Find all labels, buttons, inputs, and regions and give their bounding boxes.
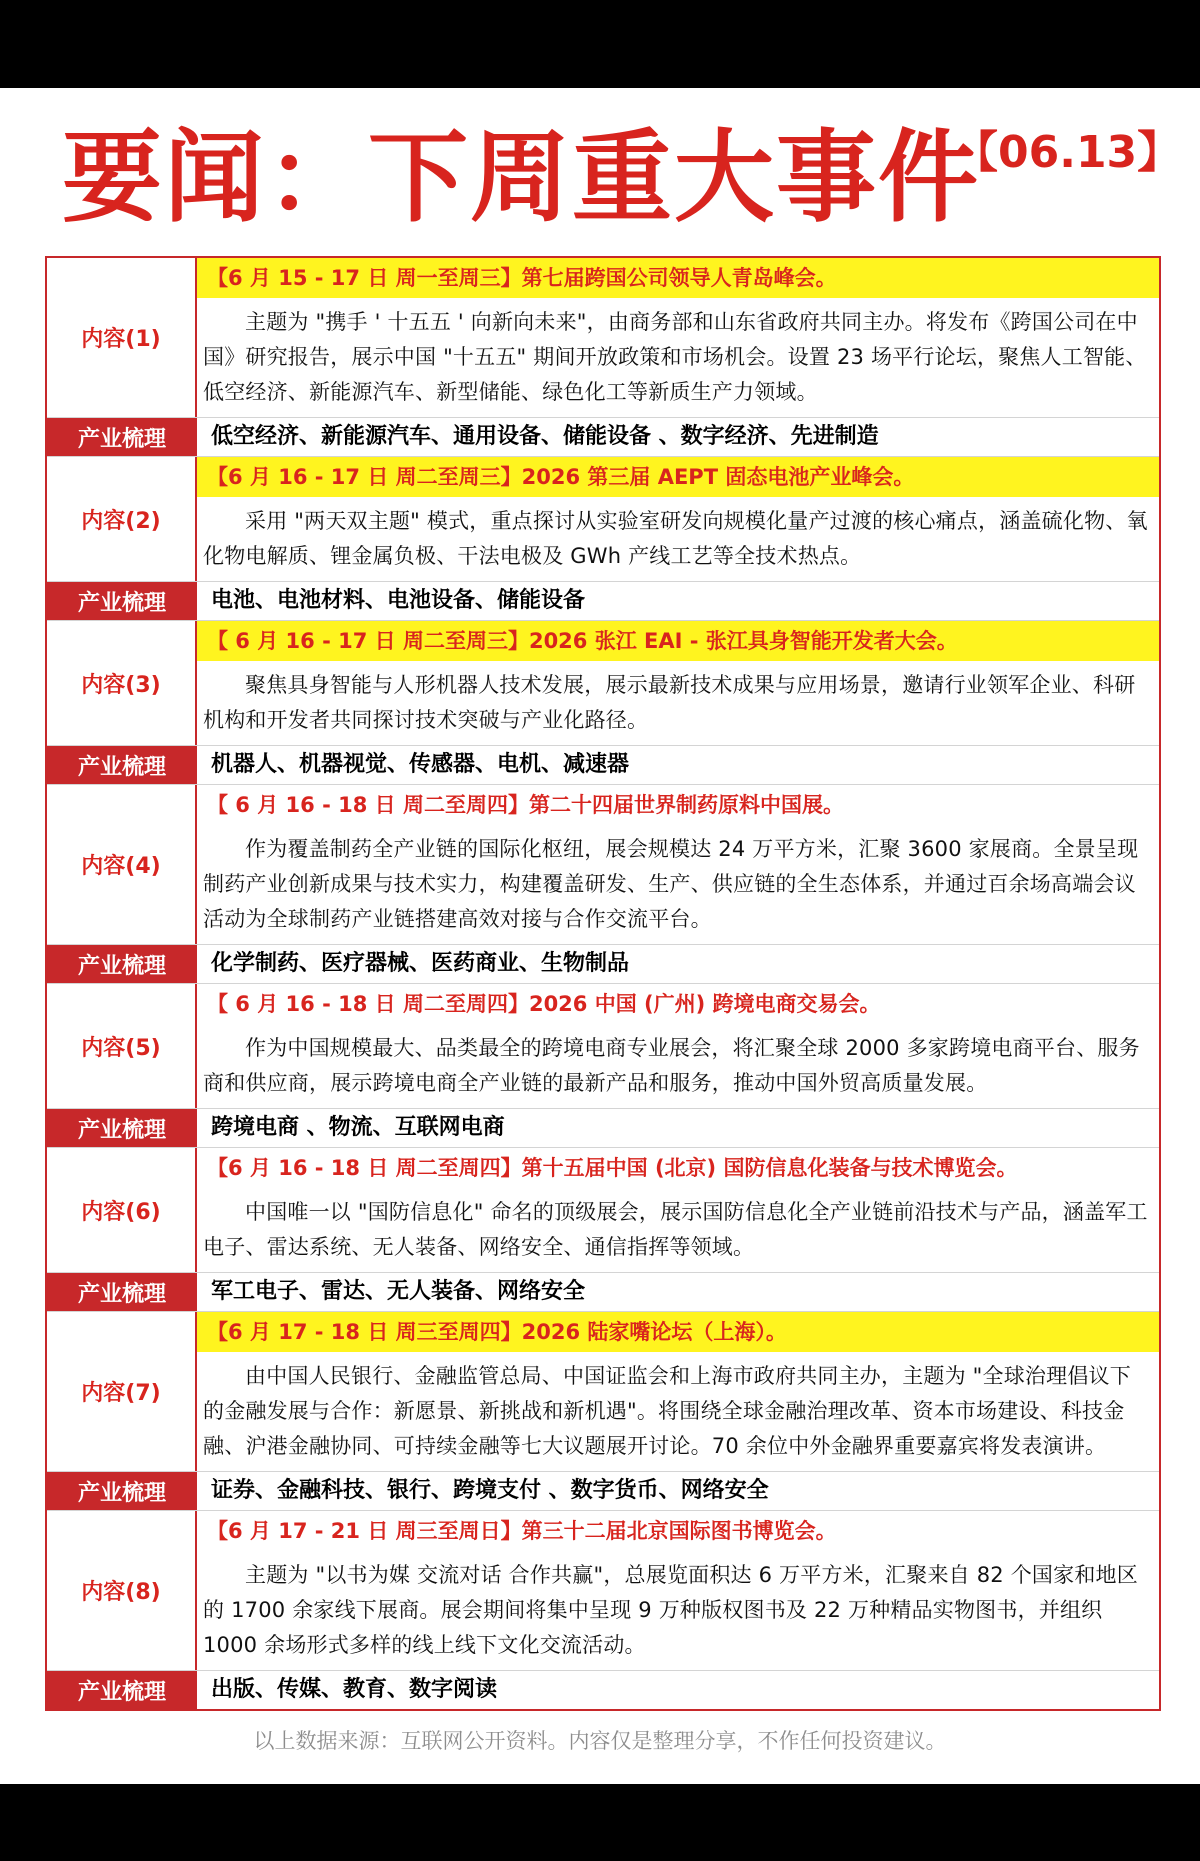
event-content xyxy=(197,1312,1159,1471)
event-label: 内容(3) xyxy=(47,621,197,745)
industry-row-8 xyxy=(47,1671,1159,1709)
event-content xyxy=(197,1148,1159,1272)
industry-row-6 xyxy=(47,1273,1159,1312)
industry-label: 产业梳理 xyxy=(47,746,197,784)
industry-label: 产业梳理 xyxy=(47,1472,197,1510)
industry-tags: 化学制药、医疗器械、医药商业、生物制品 xyxy=(211,951,630,976)
industry-row-1 xyxy=(47,418,1159,457)
event-label: 内容(8) xyxy=(47,1511,197,1670)
event-row-2 xyxy=(47,457,1159,582)
industry-tags: 跨境电商 、物流、互联网电商 xyxy=(211,1115,505,1140)
event-description: 由中国人民银行、金融监管总局、中国证监会和上海市政府共同主办，主题为 "全球治理倡议下的金融发展与合作：新愿景、新挑战和新机遇"。将围绕全球金融治理改革、资本市场建设、科技金融、沪港金融协同、可持续金融等七大议题展开讨论。70 余位中外金融界重要嘉宾将发表演讲。 xyxy=(203,1364,1131,1458)
page-title xyxy=(62,119,1182,236)
event-row-8 xyxy=(47,1511,1159,1671)
industry-tags: 军工电子、雷达、无人装备、网络安全 xyxy=(211,1279,586,1304)
bottom-black-bar xyxy=(0,1784,1200,1861)
event-headline: 【6 月 15 - 17 日 周一至周三】第七届跨国公司领导人青岛峰会。 xyxy=(197,258,1159,298)
industry-label: 产业梳理 xyxy=(47,945,197,983)
event-headline: 【 6 月 16 - 18 日 周二至周四】第二十四届世界制药原料中国展。 xyxy=(197,785,1159,825)
event-content xyxy=(197,457,1159,581)
event-content xyxy=(197,1511,1159,1670)
industry-row-4 xyxy=(47,945,1159,984)
event-headline: 【6 月 16 - 18 日 周二至周四】第十五届中国 (北京) 国防信息化装备与技术博览会。 xyxy=(197,1148,1159,1188)
industry-label: 产业梳理 xyxy=(47,418,197,456)
industry-tags: 机器人、机器视觉、传感器、电机、减速器 xyxy=(211,752,630,777)
event-headline: 【 6 月 16 - 17 日 周二至周三】2026 张江 EAI - 张江具身智能开发者大会。 xyxy=(197,621,1159,661)
event-description: 主题为 "以书为媒 交流对话 合作共赢"，总展览面积达 6 万平方米，汇聚来自 82 个国家和地区的 1700 余家线下展商。展会期间将集中呈现 9 万种版权图书及 22 万种精品实物图书，并组织 1000 余场形式多样的线上线下文化交流活动。 xyxy=(203,1563,1138,1657)
industry-tags: 出版、传媒、教育、数字阅读 xyxy=(211,1677,498,1702)
event-row-4 xyxy=(47,785,1159,945)
event-row-5 xyxy=(47,984,1159,1109)
event-label: 内容(7) xyxy=(47,1312,197,1471)
event-headline: 【 6 月 16 - 18 日 周二至周四】2026 中国 (广州) 跨境电商交易会。 xyxy=(197,984,1159,1024)
event-row-1 xyxy=(47,258,1159,418)
industry-tags: 低空经济、新能源汽车、通用设备、储能设备 、数字经济、先进制造 xyxy=(211,424,879,449)
event-description: 中国唯一以 "国防信息化" 命名的顶级展会，展示国防信息化全产业链前沿技术与产品，涵盖军工电子、雷达系统、无人装备、网络安全、通信指挥等领域。 xyxy=(203,1200,1148,1259)
top-black-bar xyxy=(0,0,1200,88)
event-label: 内容(1) xyxy=(47,258,197,417)
industry-tags: 电池、电池材料、电池设备、储能设备 xyxy=(211,588,586,613)
event-content xyxy=(197,621,1159,745)
event-headline: 【6 月 16 - 17 日 周二至周三】2026 第三届 AEPT 固态电池产业峰会。 xyxy=(197,457,1159,497)
page-title-main: 要闻：下周重大事件 xyxy=(62,119,980,236)
event-label: 内容(6) xyxy=(47,1148,197,1272)
industry-label: 产业梳理 xyxy=(47,1671,197,1709)
industry-row-7 xyxy=(47,1472,1159,1511)
industry-row-2 xyxy=(47,582,1159,621)
event-row-7 xyxy=(47,1312,1159,1472)
event-content xyxy=(197,258,1159,417)
industry-label: 产业梳理 xyxy=(47,1273,197,1311)
event-row-6 xyxy=(47,1148,1159,1273)
industry-label: 产业梳理 xyxy=(47,582,197,620)
event-description: 采用 "两天双主题" 模式，重点探讨从实验室研发向规模化量产过渡的核心痛点，涵盖硫化物、氧化物电解质、锂金属负极、干法电极及 GWh 产线工艺等全技术热点。 xyxy=(203,509,1148,568)
event-description: 主题为 "携手 ' 十五五 ' 向新向未来"，由商务部和山东省政府共同主办。将发布《跨国公司在中国》研究报告，展示中国 "十五五" 期间开放政策和市场机会。设置 23 场平行论坛，聚焦人工智能、低空经济、新能源汽车、新型储能、绿色化工等新质生产力领域。 xyxy=(203,310,1147,404)
event-label: 内容(5) xyxy=(47,984,197,1108)
event-description: 聚焦具身智能与人形机器人技术发展，展示最新技术成果与应用场景，邀请行业领军企业、科研机构和开发者共同探讨技术突破与产业化路径。 xyxy=(203,673,1136,732)
event-label: 内容(4) xyxy=(47,785,197,944)
event-content xyxy=(197,984,1159,1108)
industry-tags: 证券、金融科技、银行、跨境支付 、数字货币、网络安全 xyxy=(211,1478,769,1503)
events-table xyxy=(45,256,1161,1711)
event-label: 内容(2) xyxy=(47,457,197,581)
page-title-date: 【06.13】 xyxy=(954,127,1182,178)
footer-disclaimer: 以上数据来源：互联网公开资料。内容仅是整理分享，不作任何投资建议。 xyxy=(253,1729,947,1753)
event-row-3 xyxy=(47,621,1159,746)
event-description: 作为覆盖制药全产业链的国际化枢纽，展会规模达 24 万平方米，汇聚 3600 家展商。全景呈现制药产业创新成果与技术实力，构建覆盖研发、生产、供应链的全生态体系，并通过百余场高端会议活动为全球制药产业链搭建高效对接与合作交流平台。 xyxy=(203,837,1139,931)
event-description: 作为中国规模最大、品类最全的跨境电商专业展会，将汇聚全球 2000 多家跨境电商平台、服务商和供应商，展示跨境电商全产业链的最新产品和服务，推动中国外贸高质量发展。 xyxy=(203,1036,1140,1095)
industry-label: 产业梳理 xyxy=(47,1109,197,1147)
industry-row-5 xyxy=(47,1109,1159,1148)
industry-row-3 xyxy=(47,746,1159,785)
event-content xyxy=(197,785,1159,944)
event-headline: 【6 月 17 - 21 日 周三至周日】第三十二届北京国际图书博览会。 xyxy=(197,1511,1159,1551)
event-headline: 【6 月 17 - 18 日 周三至周四】2026 陆家嘴论坛（上海）。 xyxy=(197,1312,1159,1352)
